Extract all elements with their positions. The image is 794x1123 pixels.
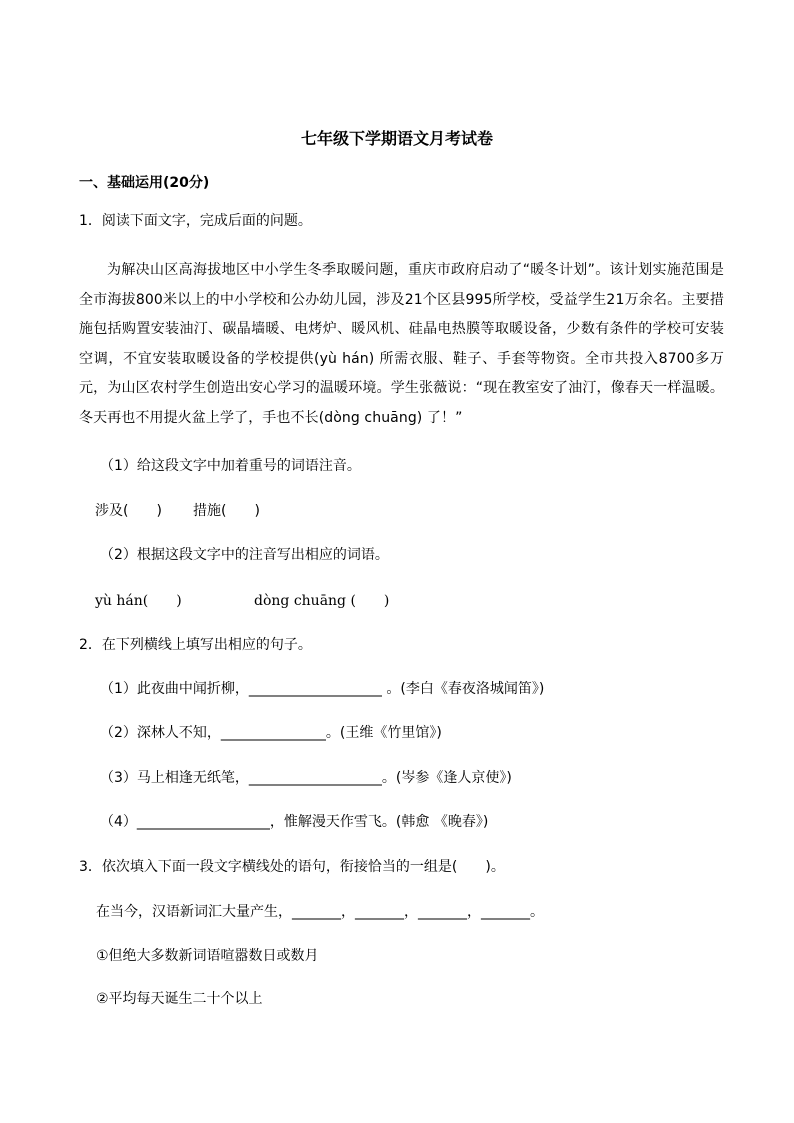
question-2-item-4: （4）___________________，惟解漫天作雪飞。(韩愈 《晚春》) [100, 814, 489, 830]
question-1-passage: 为解决山区高海拔地区中小学生冬季取暖问题，重庆市政府启动了“暖冬计划”。该计划实施范围是全市海拔800米以上的中小学校和公办幼儿园，涉及21个区县995所学校，受益学生21万余名。主要措施包括购置安装油汀、碳晶墙暖、电烤炉、暖风机、硅晶电热膜等取暖设备，少数有条件的学校可安装空调，不宜安装取暖设备的学校提供(yù hán) 所需衣服、鞋子、手套等物资。全市共投入8700多万元，为山区农村学生创造出安心学习的温暖环境。学生张薇说：“现在教室安了油汀，像春天一样温暖。冬天再也不用提火盆上学了，手也不长(dòng chuāng) 了！” [79, 262, 724, 426]
question-3-sentence: 在当今，汉语新词汇大量产生，_______，_______，_______，_______。 [96, 904, 544, 920]
section-heading-basic: 一、基础运用(20分) [79, 175, 210, 191]
question-2-item-3: （3）马上相逢无纸笔，___________________。(岑参《逢人京使》) [100, 770, 512, 786]
exam-title: 七年级下学期语文月考试卷 [300, 129, 493, 148]
question-2-item-2: （2）深林人不知，_______________。(王维《竹里馆》) [100, 725, 442, 741]
question-1-blank-sheji: 涉及( ) [95, 503, 162, 519]
question-3-option-1: ①但绝大多数新词语喧嚣数日或数月 [96, 948, 319, 964]
question-1-stem: 1．阅读下面文字，完成后面的问题。 [79, 213, 312, 229]
question-3-stem: 3．依次填入下面一段文字横线处的语句，衔接恰当的一组是( )。 [79, 859, 505, 875]
question-1-sub-1: （1）给这段文字中加着重号的词语注音。 [100, 458, 361, 474]
question-1-blank-dongchuang: dòng chuāng ( ) [254, 593, 390, 609]
question-3-option-2: ②平均每天诞生二十个以上 [96, 991, 263, 1007]
question-1-blank-yuhan: yù hán( ) [95, 593, 182, 609]
question-2-stem: 2．在下列横线上填写出相应的句子。 [79, 637, 312, 653]
question-1-sub-2: （2）根据这段文字中的注音写出相应的词语。 [100, 547, 389, 563]
question-2-item-1: （1）此夜曲中闻折柳，___________________ 。(李白《春夜洛城闻笛》) [100, 681, 545, 697]
question-1-blank-cuoshi: 措施( ) [193, 503, 260, 519]
